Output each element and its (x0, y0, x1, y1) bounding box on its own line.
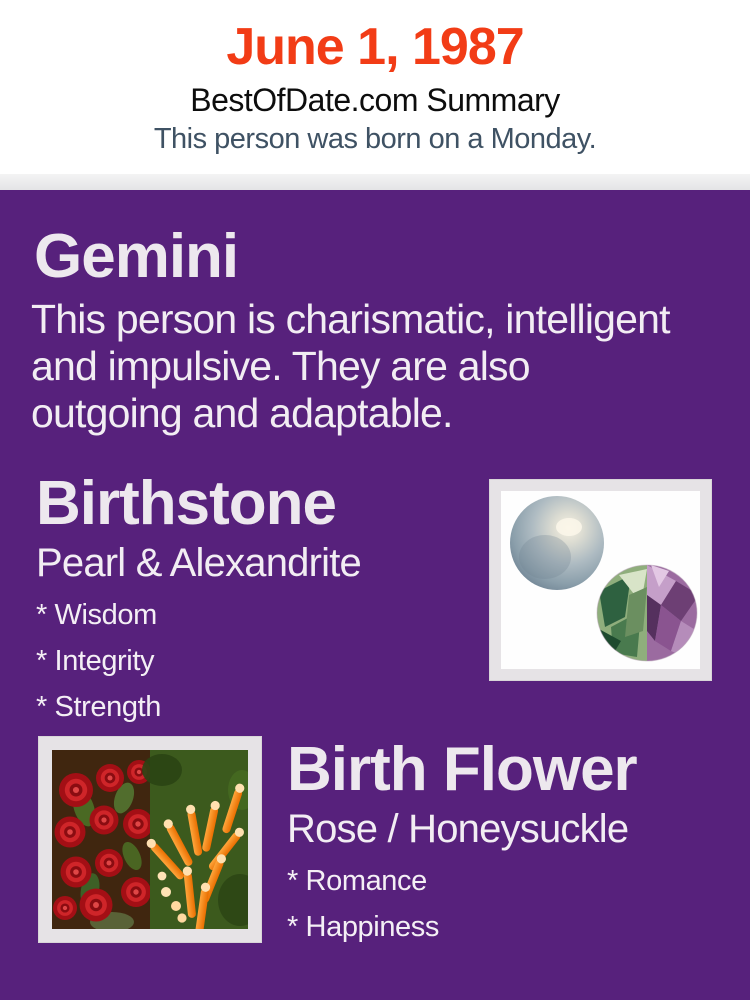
birthstone-trait: * Strength (36, 691, 161, 723)
birth-flower-traits-list (287, 864, 637, 944)
zodiac-description: This person is charismatic, intelligent and impulsive. They are also outgoing and adaptable. (31, 296, 670, 436)
birth-flower-heading: Birth Flower (287, 735, 637, 804)
birth-flower-section (287, 736, 637, 956)
divider-bar (0, 174, 750, 190)
birth-flower-names: Rose / Honeysuckle (287, 807, 629, 851)
rose-and-honeysuckle-image (52, 750, 248, 929)
birthstone-names: Pearl & Alexandrite (36, 541, 361, 585)
date-title: June 1, 1987 (226, 18, 524, 76)
birthstone-heading: Birthstone (36, 469, 336, 538)
birthstone-trait: * Wisdom (36, 599, 157, 631)
rose-and-honeysuckle-art (52, 750, 248, 929)
birth-flower-trait: * Romance (287, 865, 427, 897)
birthstone-trait: * Integrity (36, 645, 155, 677)
birth-flower-photo (38, 736, 262, 943)
details-panel (0, 190, 750, 1000)
zodiac-sign-heading: Gemini (34, 222, 239, 291)
birth-flower-trait: * Happiness (287, 911, 439, 943)
header (0, 0, 750, 174)
birthstone-photo (489, 479, 712, 681)
birthstone-section (36, 470, 361, 736)
site-summary: BestOfDate.com Summary (190, 81, 560, 118)
pearl-and-alexandrite-image (501, 491, 700, 669)
birthstone-traits-list (36, 598, 361, 724)
weekday-note: This person was born on a Monday. (153, 123, 597, 156)
pearl-and-alexandrite-art (501, 491, 700, 669)
